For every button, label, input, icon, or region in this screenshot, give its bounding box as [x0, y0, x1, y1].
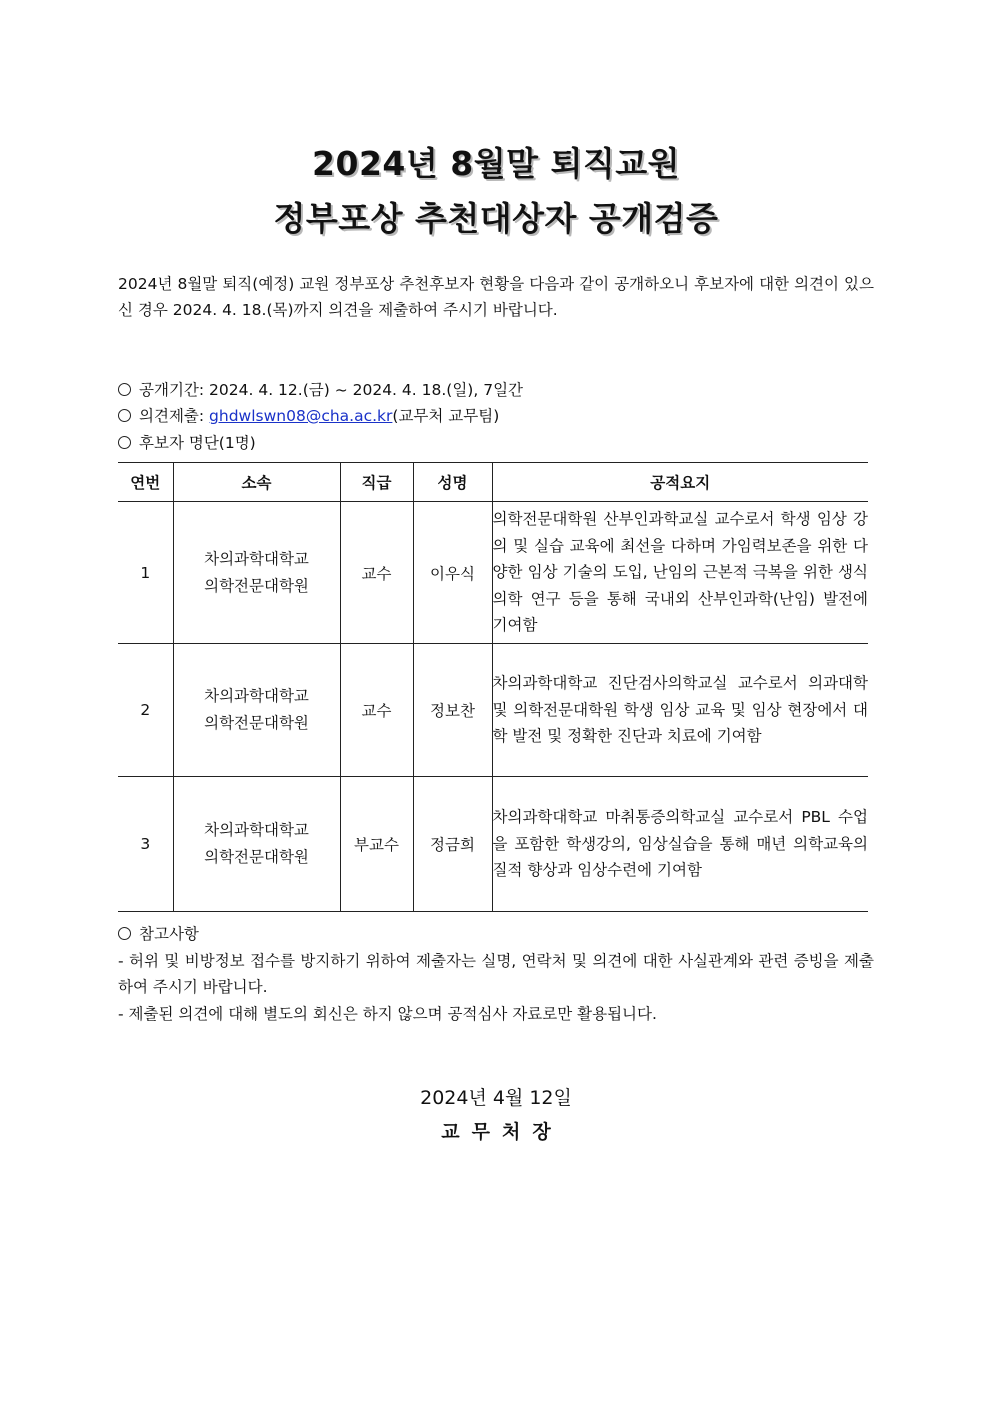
cell-rank: 교수: [340, 644, 413, 777]
note-1: - 허위 및 비방정보 접수를 방지하기 위하여 제출자는 실명, 연락처 및 의견에 대한 사실관계와 관련 증빙을 제출하여 주시기 바랍니다.: [118, 952, 874, 996]
header-affiliation: 소속: [173, 463, 340, 502]
cell-affiliation: [173, 777, 340, 912]
cell-name: 이우식: [413, 502, 492, 644]
notes-label: 참고사항: [139, 925, 199, 943]
title-line-2: 정부포상 추천대상자 공개검증: [273, 199, 719, 238]
cell-no: 3: [118, 777, 173, 912]
notes-heading: [118, 923, 199, 945]
candidates-line: [118, 432, 256, 454]
affiliation-line: 의학전문대학원: [204, 576, 309, 595]
affiliation-line: 차의과학대학교: [204, 549, 309, 568]
table-row: [118, 777, 868, 912]
intro-paragraph: 2024년 8월말 퇴직(예정) 교원 정부포상 추천후보자 현황을 다음과 같이 공개하오니 후보자에 대한 의견이 있으신 경우 2024. 4. 18.(목)까지 의견을 제출하여 주시기 바랍니다.: [118, 275, 874, 319]
period-line: [118, 379, 523, 401]
header-name: 성명: [413, 463, 492, 502]
opinion-email-link[interactable]: ghdwlswn08@cha.ac.kr: [209, 407, 393, 425]
cell-no: 2: [118, 644, 173, 777]
candidates-table: [118, 462, 868, 912]
cell-no: 1: [118, 502, 173, 644]
opinion-line: [118, 405, 499, 427]
note-2: - 제출된 의견에 대해 별도의 회신은 하지 않으며 공적심사 자료로만 활용됩니다.: [118, 1005, 657, 1023]
header-no: 연번: [118, 463, 173, 502]
affiliation-line: 의학전문대학원: [204, 848, 309, 866]
period-text: 공개기간: 2024. 4. 12.(금) ~ 2024. 4. 18.(일), 7일간: [139, 381, 524, 399]
cell-summary: 차의과학대학교 마취통증의학교실 교수로서 PBL 수업을 포함한 학생강의, 임상실습을 통해 매년 의학교육의 질적 향상과 임상수련에 기여함: [492, 777, 868, 912]
opinion-dept: (교무처 교무팀): [392, 407, 500, 425]
circle-bullet-icon: [118, 409, 131, 422]
cell-summary: 차의과학대학교 진단검사의학교실 교수로서 의과대학 및 의학전문대학원 학생 임상 교육 및 임상 현장에서 대학 발전 및 정확한 진단과 치료에 기여함: [492, 644, 868, 777]
circle-bullet-icon: [118, 436, 131, 449]
affiliation-line: 차의과학대학교: [204, 821, 309, 839]
table-row: [118, 502, 868, 644]
issue-date: 2024년 4월 12일: [420, 1087, 572, 1109]
cell-affiliation: [173, 644, 340, 777]
affiliation-line: 차의과학대학교: [204, 687, 309, 705]
candidates-label: 후보자 명단(1명): [139, 434, 256, 452]
cell-name: 정보찬: [413, 644, 492, 777]
signer: 교무처장: [441, 1121, 563, 1143]
table-header-row: [118, 463, 868, 502]
table-row: [118, 644, 868, 777]
cell-affiliation: [173, 502, 340, 644]
cell-rank: 부교수: [340, 777, 413, 912]
cell-rank: 교수: [340, 502, 413, 644]
title-line-1: 2024년 8월말 퇴직교원: [312, 144, 680, 183]
affiliation-line: 의학전문대학원: [204, 714, 309, 732]
cell-summary: 의학전문대학원 산부인과학교실 교수로서 학생 임상 강의 및 실습 교육에 최선을 다하며 가임력보존을 위한 다양한 임상 기술의 도입, 난임의 근본적 극복을 위한 생식의학 연구 등을 통해 국내외 산부인과학(난임) 발전에 기여함: [492, 502, 868, 644]
circle-bullet-icon: [118, 383, 131, 396]
header-rank: 직급: [340, 463, 413, 502]
cell-name: 정금희: [413, 777, 492, 912]
header-summary: 공적요지: [492, 463, 868, 502]
circle-bullet-icon: [118, 927, 131, 940]
opinion-label: 의견제출:: [139, 407, 210, 425]
